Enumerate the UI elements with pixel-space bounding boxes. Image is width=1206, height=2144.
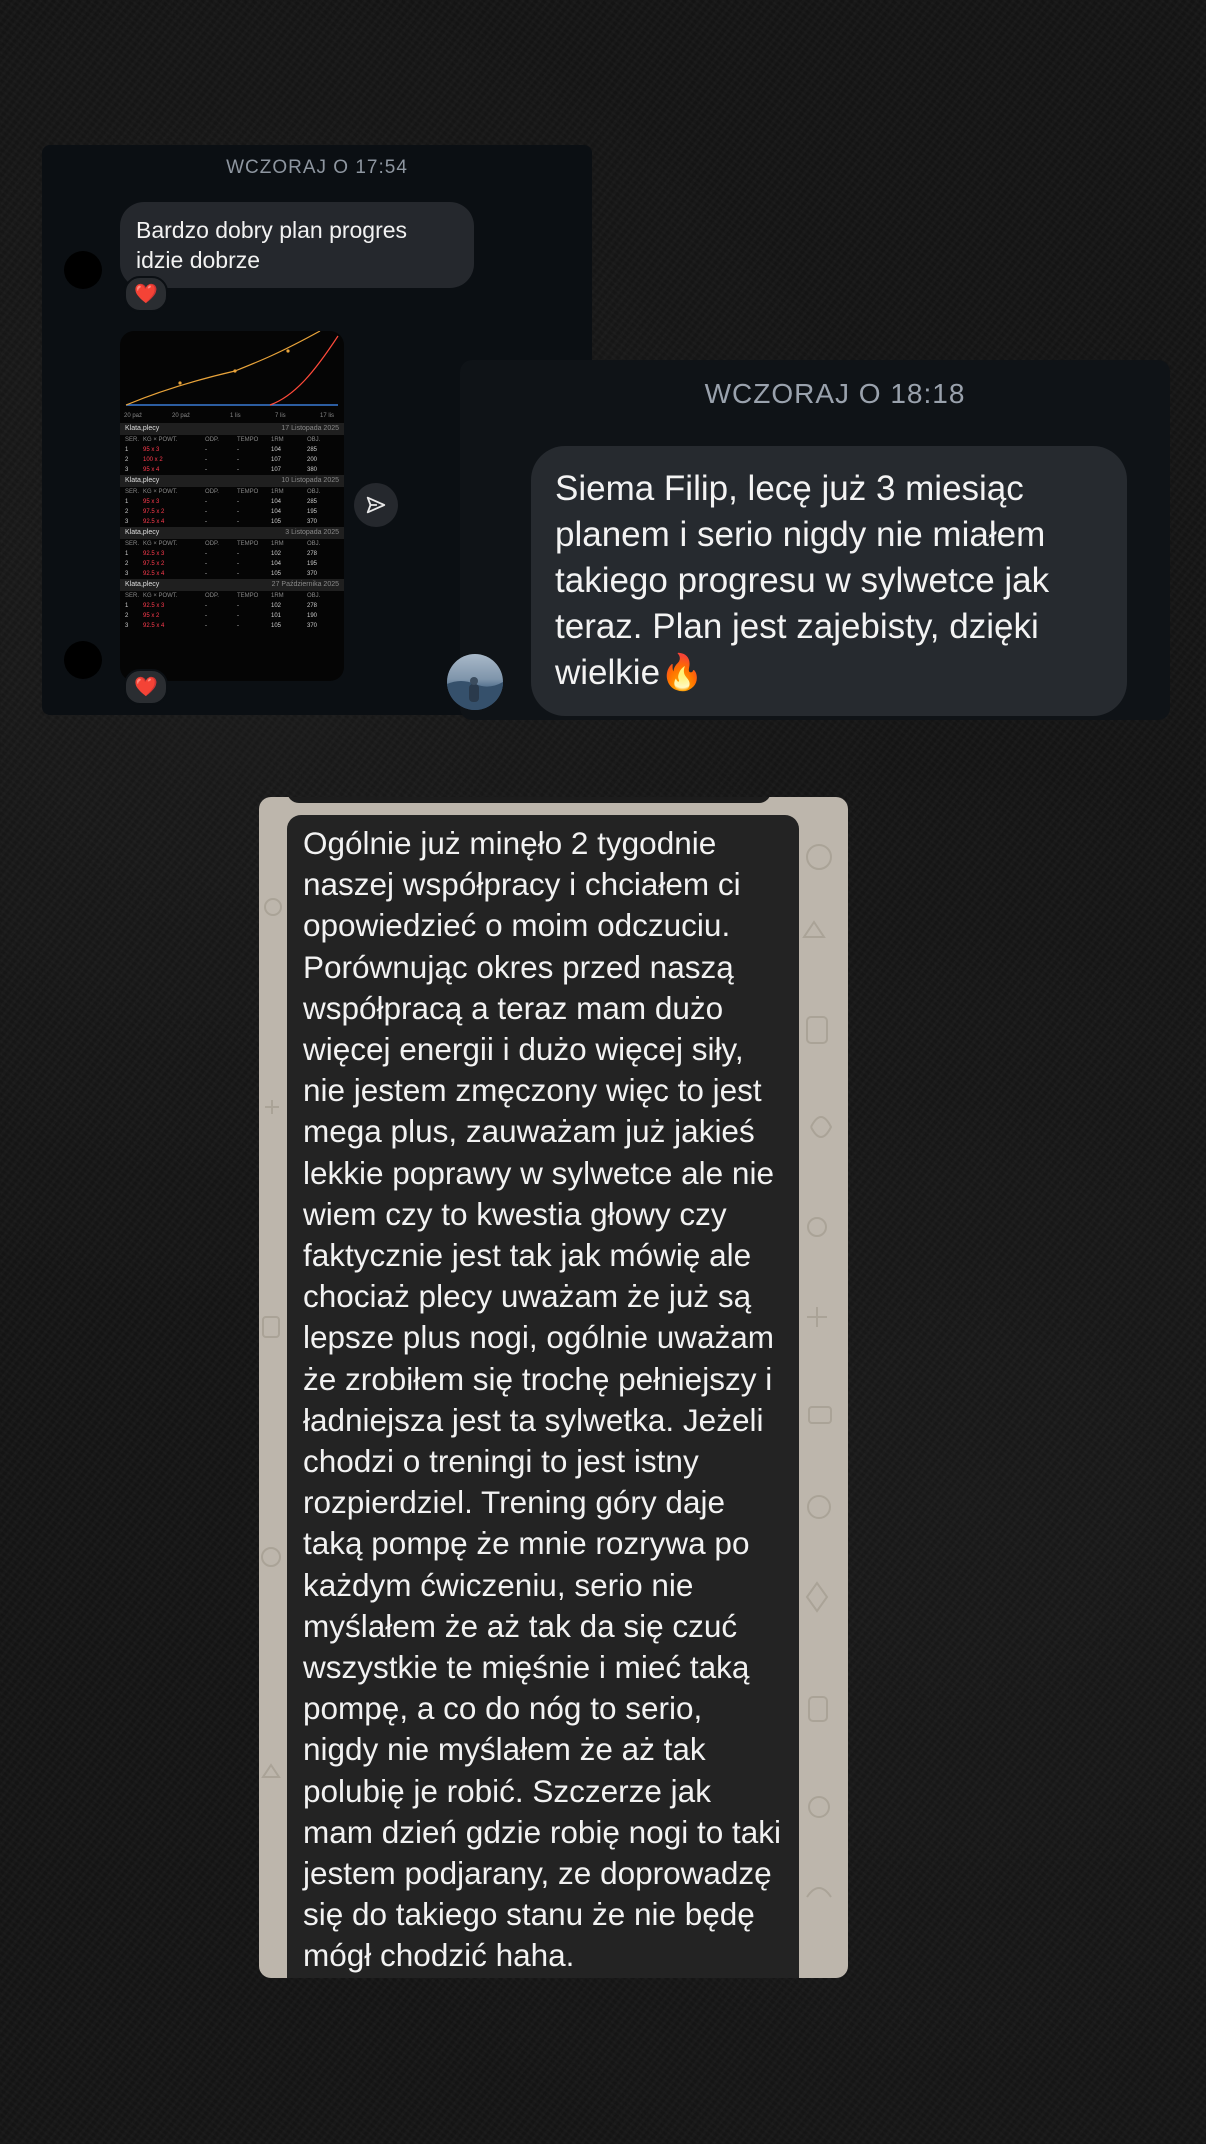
workout-list <box>120 423 344 631</box>
set-cell: - <box>205 499 207 505</box>
column-header: 1RM <box>271 437 284 443</box>
column-header: ODP. <box>205 593 219 599</box>
set-cell: 102 <box>271 551 282 557</box>
column-header: TEMPO <box>237 489 259 495</box>
sender-avatar <box>64 641 102 679</box>
workout-column-headers <box>120 435 344 445</box>
set-cell: - <box>237 561 239 567</box>
send-arrow-icon[interactable] <box>354 483 398 527</box>
message-bubble[interactable]: Ogólnie już minęło 2 tygodnie naszej współpracy i chciałem ci opowiedzieć o moim odczuciu. Porównując okres przed naszą współpracą a teraz mam dużo więcej energii i dużo więcej siły, nie jestem zmęczony więc to jest mega plus, zauważam już jakieś lekkie poprawy w sylwetce ale nie wiem czy to kwestia głowy czy faktycznie jest tak jak mówię ale chociaż plecy uważam że już są lepsze plus nogi, ogólnie uważam że zrobiłem się trochę pełniejszy i ładniejsza jest ta sylwetka. Jeżeli chodzi o treningi to jest istny rozpierdziel. Trening góry daje taką pompę że mnie rozrywa po każdym ćwiczeniu, serio nie myślałem że aż tak da się czuć wszystkie te mięśnie i mieć taką pompę, a co do nóg to serio, nigdy nie myślałem że aż tak polubię je robić. Szczerze jak mam dzień gdzie robię nogi to taki jestem podjarany, ze doprowadzę się do takiego stanu że nie będę mógł chodzić haha. <box>287 815 799 1978</box>
set-cell: - <box>237 457 239 463</box>
set-cell: - <box>237 509 239 515</box>
set-cell: 195 <box>307 561 318 567</box>
workout-date: 10 Listopada 2025 <box>281 477 339 484</box>
graph-point <box>233 369 236 372</box>
set-cell: - <box>205 457 207 463</box>
graph-x-label: 20 paź <box>172 413 191 419</box>
set-cell: 97.5 x 2 <box>143 561 165 567</box>
set-cell: 370 <box>307 519 318 525</box>
set-cell: - <box>205 623 207 629</box>
message-bubble[interactable]: Siema Filip, lecę już 3 miesiąc planem i serio nigdy nie miałem takiego progresu w sylwetce jak teraz. Plan jest zajebisty, dzięki wielkie🔥 <box>531 446 1127 716</box>
heart-reaction-icon[interactable]: ❤️ <box>124 669 168 705</box>
graph-x-label: 7 lis <box>275 413 286 419</box>
workout-name: Klata,plecy <box>125 581 160 588</box>
set-cell: 95 x 3 <box>143 447 160 453</box>
workout-date: 3 Listopada 2025 <box>285 529 339 536</box>
set-cell: - <box>237 571 239 577</box>
screenshot-instagram-dm-2 <box>460 360 1170 720</box>
workout-column-headers <box>120 487 344 497</box>
set-cell: - <box>205 571 207 577</box>
set-cell: 200 <box>307 457 318 463</box>
graph-x-label: 1 lis <box>230 413 241 419</box>
column-header: TEMPO <box>237 593 259 599</box>
workout-set-row <box>120 465 344 475</box>
set-cell: - <box>205 561 207 567</box>
set-cell: 95 x 3 <box>143 499 160 505</box>
graph-x-label: 17 lis <box>320 413 335 419</box>
column-header: ODP. <box>205 489 219 495</box>
set-cell: - <box>205 551 207 557</box>
set-cell: - <box>205 613 207 619</box>
set-cell: 3 <box>125 571 129 577</box>
column-header: OBJ. <box>307 489 321 495</box>
set-cell: 370 <box>307 623 318 629</box>
set-cell: 278 <box>307 603 318 609</box>
column-header: TEMPO <box>237 541 259 547</box>
column-header: ODP. <box>205 541 219 547</box>
workout-set-row <box>120 455 344 465</box>
workout-header <box>120 423 344 435</box>
workout-set-row <box>120 445 344 455</box>
set-cell: - <box>237 551 239 557</box>
set-cell: 102 <box>271 603 282 609</box>
column-header: TEMPO <box>237 437 259 443</box>
set-cell: 2 <box>125 457 129 463</box>
column-header: 1RM <box>271 541 284 547</box>
set-cell: 95 x 4 <box>143 467 160 473</box>
workout-set-row <box>120 611 344 621</box>
set-cell: 92.5 x 4 <box>143 519 165 525</box>
workout-name: Klata,plecy <box>125 477 160 484</box>
set-cell: 285 <box>307 447 318 453</box>
column-header: OBJ. <box>307 593 321 599</box>
sender-avatar <box>64 251 102 289</box>
screenshot-whatsapp-message <box>259 797 848 1978</box>
workout-name: Klata,plecy <box>125 425 160 432</box>
set-cell: 3 <box>125 467 129 473</box>
set-cell: 3 <box>125 519 129 525</box>
workout-set-row <box>120 601 344 611</box>
column-header: KG × POWT. <box>143 541 178 547</box>
column-header: 1RM <box>271 593 284 599</box>
workout-header <box>120 579 344 591</box>
message-timestamp: WCZORAJ O 17:54 <box>226 157 408 178</box>
set-cell: - <box>205 447 207 453</box>
set-cell: 105 <box>271 571 282 577</box>
previous-message-edge <box>287 797 771 803</box>
set-cell: 92.5 x 4 <box>143 571 165 577</box>
set-cell: 1 <box>125 499 129 505</box>
set-cell: 92.5 x 3 <box>143 551 165 557</box>
set-cell: - <box>237 499 239 505</box>
graph-line-red <box>270 336 338 405</box>
workout-column-headers <box>120 591 344 601</box>
set-cell: - <box>237 623 239 629</box>
workout-date: 17 Listopada 2025 <box>281 425 339 432</box>
set-cell: 2 <box>125 613 129 619</box>
message-timestamp: WCZORAJ O 18:18 <box>704 378 966 409</box>
set-cell: 195 <box>307 509 318 515</box>
set-cell: 2 <box>125 509 129 515</box>
set-cell: - <box>205 519 207 525</box>
set-cell: 1 <box>125 551 129 557</box>
set-cell: 92.5 x 3 <box>143 603 165 609</box>
column-header: 1RM <box>271 489 284 495</box>
graph-x-label: 20 paź <box>124 413 143 419</box>
set-cell: 104 <box>271 561 282 567</box>
set-cell: 3 <box>125 623 129 629</box>
set-cell: 92.5 x 4 <box>143 623 165 629</box>
set-cell: - <box>237 467 239 473</box>
set-cell: 104 <box>271 499 282 505</box>
column-header: SER. <box>125 593 140 599</box>
workout-set-row <box>120 549 344 559</box>
workout-set-row <box>120 621 344 631</box>
message-bubble[interactable]: Bardzo dobry plan progres idzie dobrze <box>120 202 474 288</box>
column-header: ODP. <box>205 437 219 443</box>
set-cell: 380 <box>307 467 318 473</box>
workout-set-row <box>120 559 344 569</box>
shared-workout-post[interactable] <box>120 331 344 681</box>
set-cell: - <box>205 467 207 473</box>
column-header: KG × POWT. <box>143 489 178 495</box>
graph-point <box>178 381 181 384</box>
set-cell: 190 <box>307 613 318 619</box>
workout-set-row <box>120 497 344 507</box>
avatar <box>447 654 503 710</box>
workout-set-row <box>120 507 344 517</box>
set-cell: - <box>205 603 207 609</box>
column-header: SER. <box>125 437 140 443</box>
set-cell: 100 x 2 <box>143 457 163 463</box>
set-cell: 101 <box>271 613 282 619</box>
set-cell: 285 <box>307 499 318 505</box>
set-cell: 278 <box>307 551 318 557</box>
set-cell: 1 <box>125 603 129 609</box>
column-header: OBJ. <box>307 437 321 443</box>
set-cell: 104 <box>271 509 282 515</box>
heart-reaction-icon[interactable]: ❤️ <box>124 276 168 312</box>
set-cell: 104 <box>271 447 282 453</box>
progress-graph <box>120 331 344 426</box>
workout-column-headers <box>120 539 344 549</box>
set-cell: 370 <box>307 571 318 577</box>
set-cell: - <box>237 447 239 453</box>
set-cell: 2 <box>125 561 129 567</box>
workout-header <box>120 527 344 539</box>
set-cell: 105 <box>271 623 282 629</box>
set-cell: 107 <box>271 467 282 473</box>
set-cell: - <box>237 613 239 619</box>
workout-name: Klata,plecy <box>125 529 160 536</box>
column-header: OBJ. <box>307 541 321 547</box>
column-header: KG × POWT. <box>143 437 178 443</box>
set-cell: 1 <box>125 447 129 453</box>
set-cell: - <box>205 509 207 515</box>
workout-set-row <box>120 517 344 527</box>
set-cell: 95 x 2 <box>143 613 160 619</box>
graph-point <box>286 349 289 352</box>
set-cell: 97.5 x 2 <box>143 509 165 515</box>
column-header: SER. <box>125 489 140 495</box>
column-header: KG × POWT. <box>143 593 178 599</box>
set-cell: 105 <box>271 519 282 525</box>
set-cell: - <box>237 603 239 609</box>
set-cell: - <box>237 519 239 525</box>
column-header: SER. <box>125 541 140 547</box>
graph-line-orange <box>126 331 320 405</box>
set-cell: 107 <box>271 457 282 463</box>
workout-header <box>120 475 344 487</box>
workout-set-row <box>120 569 344 579</box>
workout-date: 27 Października 2025 <box>271 581 339 588</box>
